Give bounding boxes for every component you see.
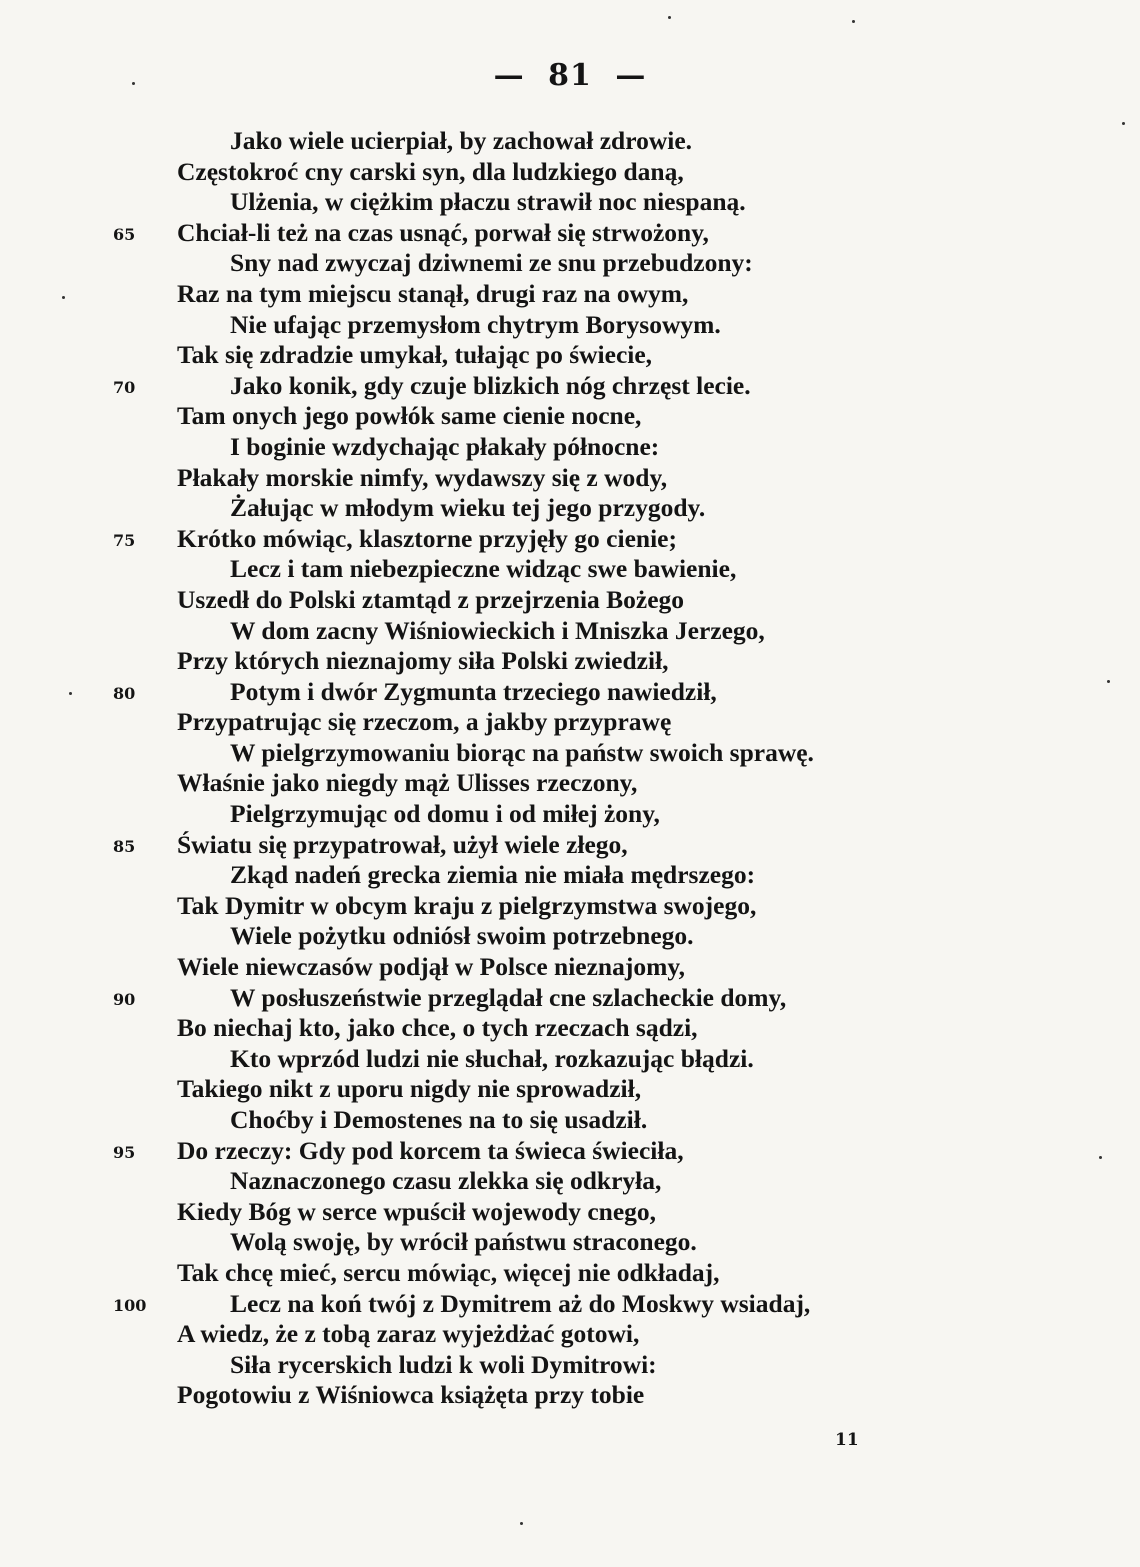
poem-line <box>0 493 1140 524</box>
poem-line-text: Właśnie jako niegdy mąż Ulisses rzeczony, <box>177 768 638 798</box>
poem-line-text: Lecz i tam niebezpieczne widząc swe bawienie, <box>230 554 737 584</box>
poem-line-text: Tak się zdradzie umykał, tułając po świecie, <box>177 340 653 370</box>
poem-line <box>0 860 1140 891</box>
line-number: 90 <box>113 989 136 1009</box>
poem-line-text: Potym i dwór Zygmunta trzeciego nawiedził, <box>230 676 717 706</box>
poem-line <box>0 1319 1140 1350</box>
poem-line <box>0 1227 1140 1258</box>
poem-line <box>0 1350 1140 1381</box>
poem-line-text: Kto wprzód ludzi nie słuchał, rozkazując błądzi. <box>230 1043 754 1073</box>
page-header <box>0 58 1140 93</box>
scan-speck <box>69 692 72 695</box>
poem-line <box>0 585 1140 616</box>
poem-line-text: Ulżenia, w ciężkim płaczu strawił noc niespaną. <box>230 187 746 217</box>
poem-line <box>0 830 1140 861</box>
poem-line <box>0 340 1140 371</box>
scan-speck <box>1122 122 1125 125</box>
poem-line <box>0 768 1140 799</box>
poem-line-text: Sny nad zwyczaj dziwnemi ze snu przebudzony: <box>230 248 753 278</box>
poem-line <box>0 677 1140 708</box>
scan-speck <box>62 296 65 299</box>
poem-line <box>0 738 1140 769</box>
poem-line <box>0 463 1140 494</box>
poem-line-text: Żałując w młodym wieku tej jego przygody. <box>230 493 706 523</box>
poem-line-text: Wiele niewczasów podjął w Polsce nieznajomy, <box>177 952 686 982</box>
poem-line <box>0 921 1140 952</box>
poem-line <box>0 983 1140 1014</box>
poem-line-text: Wiele pożytku odniósł swoim potrzebnego. <box>230 921 694 951</box>
poem-line-text: Pogotowiu z Wiśniowca książęta przy tobie <box>177 1380 645 1410</box>
poem-line <box>0 432 1140 463</box>
poem-line-text: Naznaczonego czasu zlekka się odkryła, <box>230 1166 662 1196</box>
poem-line <box>0 187 1140 218</box>
poem-line-text: Pielgrzymując od domu i od miłej żony, <box>230 799 660 829</box>
poem-line-text: Jako konik, gdy czuje blizkich nóg chrzęst lecie. <box>230 370 751 400</box>
poem-line <box>0 616 1140 647</box>
poem-line-text: Jako wiele ucierpiał, by zachował zdrowie. <box>230 126 693 155</box>
poem-line <box>0 248 1140 279</box>
poem-line <box>0 646 1140 677</box>
poem-line-text: Lecz na koń twój z Dymitrem aż do Moskwy wsiadaj, <box>230 1288 811 1318</box>
poem-line <box>0 218 1140 249</box>
poem-line <box>0 1074 1140 1105</box>
poem-line-text: Światu się przypatrował, użył wiele złego, <box>177 829 628 859</box>
line-number: 95 <box>113 1142 136 1162</box>
poem-line <box>0 1166 1140 1197</box>
poem-line <box>0 1258 1140 1289</box>
scan-speck <box>1099 1156 1102 1159</box>
poem-line-text: Zkąd nadeń grecka ziemia nie miała mędrszego: <box>230 860 756 890</box>
poem-line <box>0 310 1140 341</box>
poem-line-text: Krótko mówiąc, klasztorne przyjęły go cienie; <box>177 523 677 553</box>
poem-line-text: Tam onych jego powłók same cienie nocne, <box>177 401 642 431</box>
line-number: 100 <box>113 1295 147 1315</box>
line-number: 70 <box>113 377 136 397</box>
poem-line <box>0 1044 1140 1075</box>
poem-line <box>0 1136 1140 1167</box>
line-number: 75 <box>113 530 136 550</box>
poem-body <box>0 126 1140 1411</box>
poem-line <box>0 401 1140 432</box>
poem-line <box>0 1013 1140 1044</box>
poem-line-text: Przy których nieznajomy siła Polski zwiedził, <box>177 646 669 676</box>
poem-line-text: Nie ufając przemysłom chytrym Borysowym. <box>230 309 721 339</box>
scan-speck <box>132 82 135 85</box>
poem-line <box>0 279 1140 310</box>
poem-line <box>0 891 1140 922</box>
scan-speck <box>852 20 855 23</box>
poem-line-text: Raz na tym miejscu stanął, drugi raz na owym, <box>177 278 689 308</box>
poem-line <box>0 126 1140 157</box>
poem-line <box>0 707 1140 738</box>
poem-line <box>0 554 1140 585</box>
page-number: 81 <box>548 58 592 93</box>
poem-line-text: Tak chcę mieć, sercu mówiąc, więcej nie odkładaj, <box>177 1257 720 1287</box>
poem-line-text: W pielgrzymowaniu biorąc na państw swoich sprawę. <box>230 737 814 767</box>
scan-speck <box>1107 680 1110 683</box>
printer-signature-mark: 11 <box>835 1430 859 1450</box>
poem-line-text: Uszedł do Polski ztamtąd z przejrzenia Bożego <box>177 584 685 614</box>
poem-line-text: Do rzeczy: Gdy pod korcem ta świeca świeciła, <box>177 1135 684 1165</box>
poem-line-text: W posłuszeństwie przeglądał cne szlacheckie domy, <box>230 982 787 1012</box>
poem-line-text: Siła rycerskich ludzi k woli Dymitrowi: <box>230 1349 657 1379</box>
header-dash-right: — <box>615 58 647 93</box>
poem-line-text: Chciał-li też na czas usnąć, porwał się strwożony, <box>177 217 709 247</box>
poem-line-text: Przypatrując się rzeczom, a jakby przyprawę <box>177 707 672 737</box>
poem-line-text: W dom zacny Wiśniowieckich i Mniszka Jerzego, <box>230 615 765 645</box>
poem-line-text: Takiego nikt z uporu nigdy nie sprowadził, <box>177 1074 642 1104</box>
line-number: 85 <box>113 836 136 856</box>
poem-line <box>0 799 1140 830</box>
line-number: 65 <box>113 224 136 244</box>
poem-line-text: Tak Dymitr w obcym kraju z pielgrzymstwa swojego, <box>177 890 757 920</box>
poem-line-text: Częstokroć cny carski syn, dla ludzkiego daną, <box>177 156 684 186</box>
scan-speck <box>520 1522 523 1525</box>
poem-line-text: I boginie wzdychając płakały północne: <box>230 431 660 461</box>
header-dash-left: — <box>493 58 525 93</box>
poem-line <box>0 1289 1140 1320</box>
line-number: 80 <box>113 683 136 703</box>
poem-line-text: A wiedz, że z tobą zaraz wyjeżdżać gotowi, <box>177 1319 640 1349</box>
poem-line <box>0 1197 1140 1228</box>
poem-line-text: Płakały morskie nimfy, wydawszy się z wody, <box>177 462 668 492</box>
poem-line <box>0 1380 1140 1411</box>
poem-line <box>0 371 1140 402</box>
poem-line <box>0 952 1140 983</box>
poem-line <box>0 1105 1140 1136</box>
poem-line <box>0 524 1140 555</box>
scan-speck <box>668 16 671 19</box>
poem-line-text: Choćby i Demostenes na to się usadził. <box>230 1105 648 1134</box>
poem-line-text: Kiedy Bóg w serce wpuścił wojewody cnego, <box>177 1196 657 1226</box>
poem-line-text: Wolą swoję, by wrócił państwu straconego. <box>230 1227 697 1257</box>
poem-line-text: Bo niechaj kto, jako chce, o tych rzeczach sądzi, <box>177 1013 698 1043</box>
poem-line <box>0 157 1140 188</box>
